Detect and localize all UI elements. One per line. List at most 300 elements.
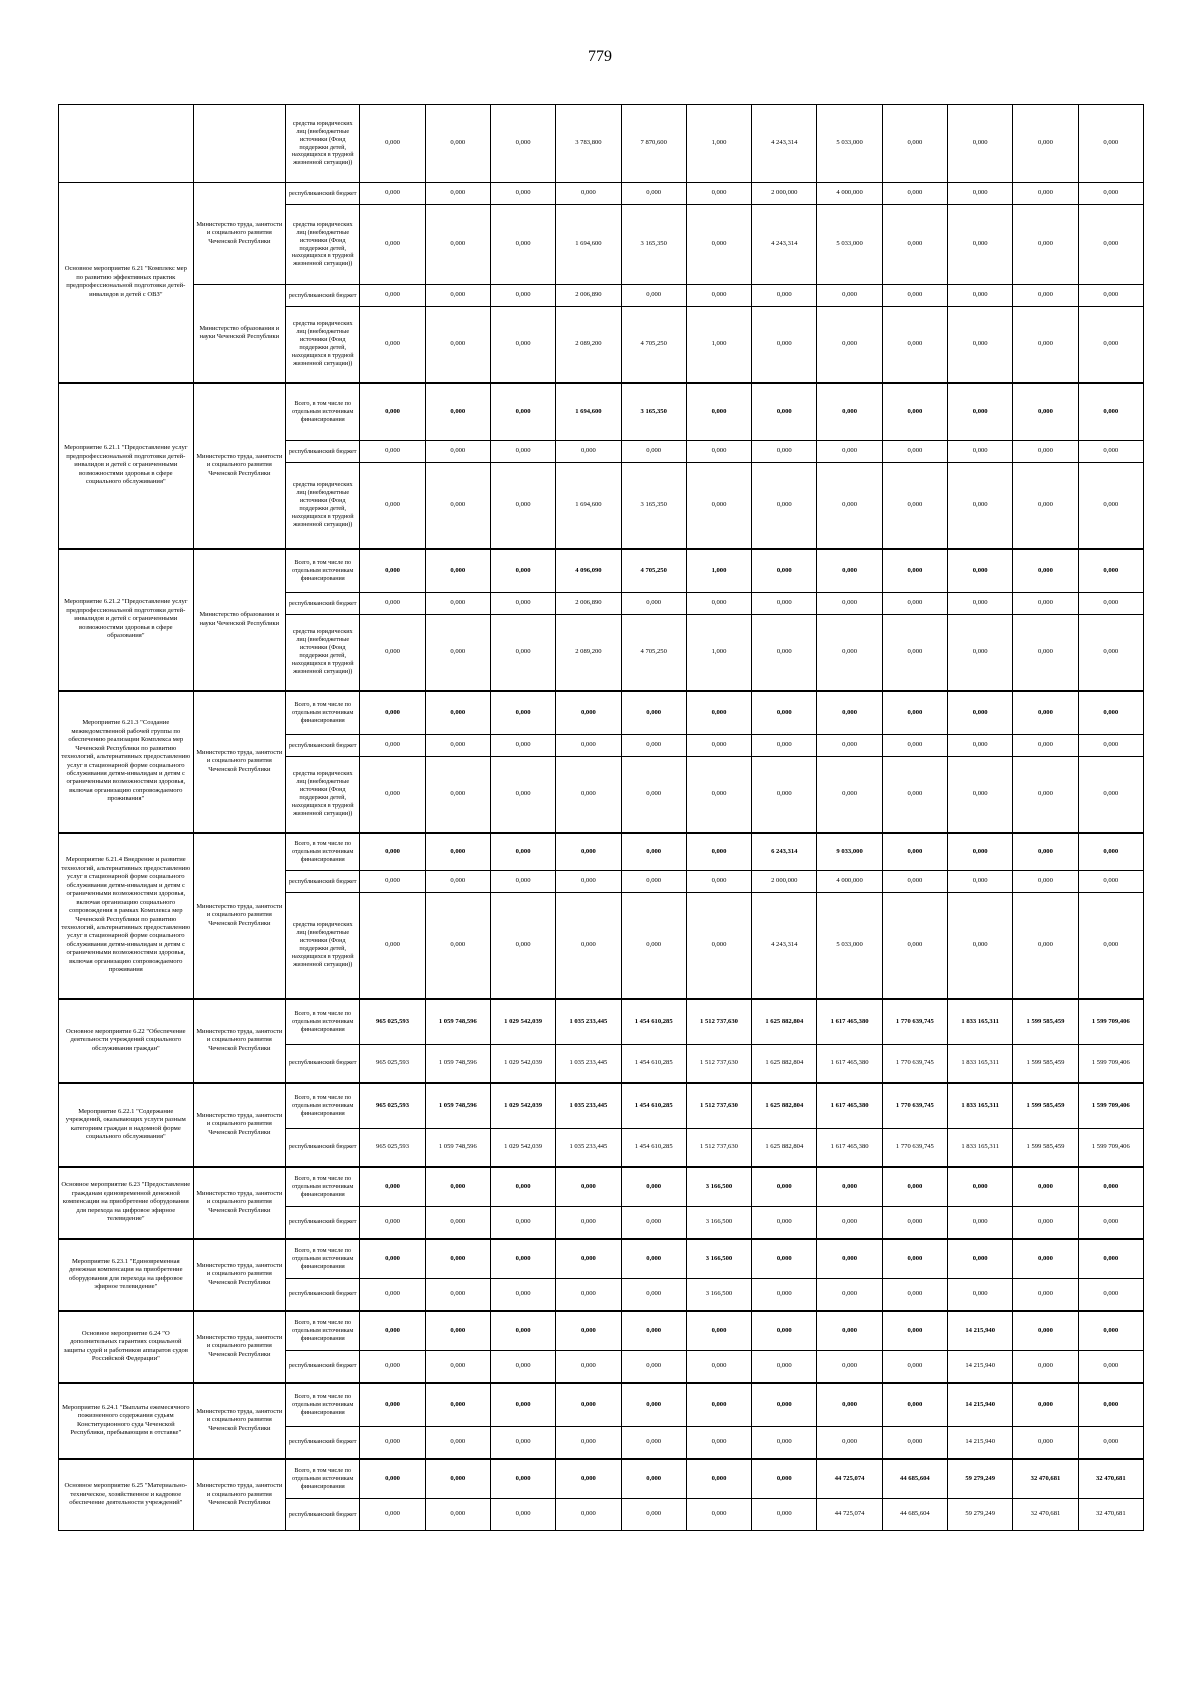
amount-cell: 0,000 bbox=[1013, 463, 1078, 549]
amount-cell: 0,000 bbox=[752, 1239, 817, 1279]
amount-cell: 0,000 bbox=[752, 691, 817, 735]
amount-cell: 0,000 bbox=[1078, 1167, 1143, 1207]
amount-cell: 1 599 709,406 bbox=[1078, 999, 1143, 1045]
amount-cell: 0,000 bbox=[425, 593, 490, 615]
amount-cell: 0,000 bbox=[360, 1279, 425, 1311]
executor-cell: Министерство труда, занятости и социального развития Чеченской Республики bbox=[193, 383, 285, 549]
amount-cell: 2 089,200 bbox=[556, 307, 621, 383]
amount-cell: 1 035 233,445 bbox=[556, 999, 621, 1045]
amount-cell: 3 166,500 bbox=[686, 1279, 751, 1311]
amount-cell: 5 033,000 bbox=[817, 205, 882, 285]
amount-cell: 0,000 bbox=[556, 691, 621, 735]
amount-cell: 0,000 bbox=[490, 1459, 555, 1499]
amount-cell: 0,000 bbox=[1013, 105, 1078, 183]
amount-cell: 0,000 bbox=[686, 833, 751, 871]
amount-cell: 0,000 bbox=[425, 183, 490, 205]
amount-cell: 0,000 bbox=[425, 1311, 490, 1351]
amount-cell: 0,000 bbox=[752, 1279, 817, 1311]
amount-cell: 0,000 bbox=[817, 735, 882, 757]
amount-cell: 0,000 bbox=[817, 1383, 882, 1427]
amount-cell: 1 599 585,459 bbox=[1013, 1045, 1078, 1083]
funding-source-cell: республиканский бюджет bbox=[286, 1427, 360, 1459]
amount-cell: 0,000 bbox=[621, 833, 686, 871]
amount-cell: 0,000 bbox=[882, 1207, 947, 1239]
amount-cell: 1,000 bbox=[686, 615, 751, 691]
amount-cell: 0,000 bbox=[556, 1383, 621, 1427]
amount-cell: 0,000 bbox=[621, 593, 686, 615]
funding-source-cell: средства юридических лиц (внебюджетные источники (Фонд поддержки детей, находящихся в трудной жизненной ситуации)) bbox=[286, 205, 360, 285]
amount-cell: 0,000 bbox=[1078, 549, 1143, 593]
amount-cell: 0,000 bbox=[1078, 757, 1143, 833]
amount-cell: 1 625 882,804 bbox=[752, 1083, 817, 1129]
amount-cell: 0,000 bbox=[882, 1279, 947, 1311]
amount-cell: 0,000 bbox=[752, 1207, 817, 1239]
amount-cell: 0,000 bbox=[1013, 285, 1078, 307]
funding-source-cell: Всего, в том числе по отдельным источникам финансирования bbox=[286, 833, 360, 871]
amount-cell: 0,000 bbox=[686, 441, 751, 463]
funding-source-cell: Всего, в том числе по отдельным источникам финансирования bbox=[286, 1239, 360, 1279]
amount-cell: 1 059 748,596 bbox=[425, 1045, 490, 1083]
amount-cell: 0,000 bbox=[490, 735, 555, 757]
amount-cell: 0,000 bbox=[882, 183, 947, 205]
amount-cell: 0,000 bbox=[752, 549, 817, 593]
amount-cell: 0,000 bbox=[490, 307, 555, 383]
activity-cell: Мероприятие 6.23.1 "Единовременная денежная компенсация на приобретение оборудования для перехода на цифровое эфирное телевидение" bbox=[59, 1239, 194, 1311]
amount-cell: 0,000 bbox=[621, 1239, 686, 1279]
amount-cell: 0,000 bbox=[556, 757, 621, 833]
amount-cell: 1 833 165,311 bbox=[948, 1129, 1013, 1167]
amount-cell: 1 599 585,459 bbox=[1013, 999, 1078, 1045]
amount-cell: 0,000 bbox=[621, 757, 686, 833]
amount-cell: 0,000 bbox=[556, 833, 621, 871]
amount-cell: 0,000 bbox=[686, 1499, 751, 1531]
amount-cell: 0,000 bbox=[425, 735, 490, 757]
amount-cell: 0,000 bbox=[1078, 893, 1143, 999]
amount-cell: 0,000 bbox=[1013, 205, 1078, 285]
amount-cell: 0,000 bbox=[817, 441, 882, 463]
activity-cell: Мероприятие 6.21.1 "Предоставление услуг предпрофессиональной подготовки детей-инвалидов и детей с ограниченными возможностями здоровья в сфере социального обслуживания" bbox=[59, 383, 194, 549]
funding-table bbox=[58, 104, 1144, 1531]
amount-cell: 0,000 bbox=[686, 183, 751, 205]
amount-cell: 1 059 748,596 bbox=[425, 1083, 490, 1129]
amount-cell: 1 035 233,445 bbox=[556, 1045, 621, 1083]
amount-cell: 1 454 610,285 bbox=[621, 1083, 686, 1129]
amount-cell: 1 694,600 bbox=[556, 205, 621, 285]
amount-cell: 0,000 bbox=[882, 1427, 947, 1459]
amount-cell: 0,000 bbox=[948, 205, 1013, 285]
amount-cell: 0,000 bbox=[425, 1207, 490, 1239]
amount-cell: 0,000 bbox=[752, 615, 817, 691]
amount-cell: 0,000 bbox=[686, 691, 751, 735]
amount-cell: 1 512 737,630 bbox=[686, 999, 751, 1045]
amount-cell: 0,000 bbox=[621, 1499, 686, 1531]
amount-cell: 0,000 bbox=[1078, 833, 1143, 871]
amount-cell: 0,000 bbox=[425, 1499, 490, 1531]
amount-cell: 1 617 465,380 bbox=[817, 1129, 882, 1167]
amount-cell: 0,000 bbox=[817, 1427, 882, 1459]
amount-cell: 0,000 bbox=[752, 307, 817, 383]
amount-cell: 0,000 bbox=[1078, 615, 1143, 691]
amount-cell: 0,000 bbox=[556, 1239, 621, 1279]
table-row bbox=[59, 549, 1144, 593]
amount-cell: 1 059 748,596 bbox=[425, 1129, 490, 1167]
amount-cell: 0,000 bbox=[882, 1383, 947, 1427]
table-row bbox=[59, 833, 1144, 871]
activity-cell: Основное мероприятие 6.21 "Комплекс мер по развитию эффективных практик предпрофессиональной подготовки детей-инвалидов и детей с ОВЗ" bbox=[59, 183, 194, 383]
amount-cell: 0,000 bbox=[490, 463, 555, 549]
amount-cell: 0,000 bbox=[686, 871, 751, 893]
amount-cell: 0,000 bbox=[621, 735, 686, 757]
amount-cell: 0,000 bbox=[556, 871, 621, 893]
table-row bbox=[59, 285, 1144, 307]
amount-cell: 0,000 bbox=[1013, 307, 1078, 383]
activity-cell: Основное мероприятие 6.25 "Материально-техническое, хозяйственное и кадровое обеспечение деятельности учреждений" bbox=[59, 1459, 194, 1531]
amount-cell: 0,000 bbox=[1013, 1207, 1078, 1239]
amount-cell: 14 215,940 bbox=[948, 1351, 1013, 1383]
amount-cell: 0,000 bbox=[752, 1351, 817, 1383]
amount-cell: 0,000 bbox=[1078, 691, 1143, 735]
amount-cell: 0,000 bbox=[817, 1207, 882, 1239]
funding-source-cell: Всего, в том числе по отдельным источникам финансирования bbox=[286, 1083, 360, 1129]
amount-cell: 0,000 bbox=[1013, 549, 1078, 593]
amount-cell: 0,000 bbox=[686, 205, 751, 285]
amount-cell: 6 243,314 bbox=[752, 833, 817, 871]
amount-cell: 0,000 bbox=[686, 285, 751, 307]
amount-cell: 32 470,681 bbox=[1013, 1459, 1078, 1499]
amount-cell: 0,000 bbox=[948, 833, 1013, 871]
amount-cell: 3 783,800 bbox=[556, 105, 621, 183]
amount-cell: 0,000 bbox=[360, 549, 425, 593]
amount-cell: 0,000 bbox=[360, 615, 425, 691]
amount-cell: 0,000 bbox=[360, 871, 425, 893]
amount-cell: 0,000 bbox=[360, 1167, 425, 1207]
amount-cell: 0,000 bbox=[360, 205, 425, 285]
amount-cell: 0,000 bbox=[686, 1311, 751, 1351]
amount-cell: 3 166,500 bbox=[686, 1239, 751, 1279]
amount-cell: 965 025,593 bbox=[360, 1129, 425, 1167]
activity-cell: Мероприятие 6.21.4 Внедрение и развитие технологий, альтернативных предоставлению услуг в стационарной форме социального обслуживания детям-инвалидам и детям с ограниченными возможностями здоровья, включая организацию социального сопровождения в рамках Комплекса мер Чеченской Республики по развитию технологий, альтернативных предоставлению услуг в стационарной форме социального обслуживания детям-инвалидам и детям с ограниченными возможностями здоровья, включая организацию сопровождаемого проживания bbox=[59, 833, 194, 999]
executor-cell: Министерство труда, занятости и социального развития Чеченской Республики bbox=[193, 833, 285, 999]
amount-cell: 0,000 bbox=[621, 1311, 686, 1351]
amount-cell: 0,000 bbox=[490, 383, 555, 441]
amount-cell: 0,000 bbox=[1013, 833, 1078, 871]
amount-cell: 1 599 585,459 bbox=[1013, 1129, 1078, 1167]
amount-cell: 1 770 639,745 bbox=[882, 999, 947, 1045]
amount-cell: 0,000 bbox=[360, 105, 425, 183]
amount-cell: 0,000 bbox=[686, 757, 751, 833]
amount-cell: 1 617 465,380 bbox=[817, 1045, 882, 1083]
table-row bbox=[59, 183, 1144, 205]
amount-cell: 32 470,681 bbox=[1078, 1499, 1143, 1531]
funding-source-cell: Всего, в том числе по отдельным источникам финансирования bbox=[286, 691, 360, 735]
funding-source-cell: средства юридических лиц (внебюджетные источники (Фонд поддержки детей, находящихся в трудной жизненной ситуации)) bbox=[286, 615, 360, 691]
amount-cell: 0,000 bbox=[1013, 615, 1078, 691]
amount-cell: 0,000 bbox=[425, 205, 490, 285]
amount-cell: 0,000 bbox=[490, 1167, 555, 1207]
amount-cell: 44 725,074 bbox=[817, 1459, 882, 1499]
executor-cell: Министерство образования и науки Чеченской Республики bbox=[193, 549, 285, 691]
amount-cell: 0,000 bbox=[1078, 183, 1143, 205]
amount-cell: 0,000 bbox=[621, 1459, 686, 1499]
amount-cell: 0,000 bbox=[817, 691, 882, 735]
amount-cell: 0,000 bbox=[360, 757, 425, 833]
amount-cell: 0,000 bbox=[882, 285, 947, 307]
activity-cell: Мероприятие 6.21.3 "Создание межведомственной рабочей группы по обеспечению реализации Комплекса мер Чеченской Республики по развитию технологий, альтернативных предоставлению услуг в стационарной форме социального обслуживания детям-инвалидам и детям с ограниченными возможностями здоровья, включая организацию сопровождаемого проживания" bbox=[59, 691, 194, 833]
amount-cell: 0,000 bbox=[360, 1383, 425, 1427]
amount-cell: 0,000 bbox=[360, 833, 425, 871]
amount-cell: 0,000 bbox=[490, 1351, 555, 1383]
amount-cell: 0,000 bbox=[1078, 383, 1143, 441]
amount-cell: 0,000 bbox=[1078, 593, 1143, 615]
amount-cell: 0,000 bbox=[621, 1279, 686, 1311]
amount-cell: 0,000 bbox=[948, 757, 1013, 833]
amount-cell: 2 006,890 bbox=[556, 593, 621, 615]
amount-cell: 0,000 bbox=[360, 463, 425, 549]
amount-cell: 0,000 bbox=[882, 1239, 947, 1279]
amount-cell: 0,000 bbox=[948, 1207, 1013, 1239]
amount-cell: 0,000 bbox=[686, 463, 751, 549]
table-row bbox=[59, 1239, 1144, 1279]
amount-cell: 0,000 bbox=[360, 1207, 425, 1239]
amount-cell: 0,000 bbox=[882, 383, 947, 441]
amount-cell: 0,000 bbox=[425, 691, 490, 735]
amount-cell: 0,000 bbox=[425, 893, 490, 999]
amount-cell: 0,000 bbox=[1013, 1167, 1078, 1207]
amount-cell: 0,000 bbox=[490, 105, 555, 183]
executor-cell: Министерство труда, занятости и социального развития Чеченской Республики bbox=[193, 691, 285, 833]
amount-cell: 0,000 bbox=[490, 691, 555, 735]
amount-cell: 0,000 bbox=[948, 893, 1013, 999]
amount-cell: 0,000 bbox=[686, 593, 751, 615]
amount-cell: 0,000 bbox=[882, 833, 947, 871]
amount-cell: 1 833 165,311 bbox=[948, 1083, 1013, 1129]
amount-cell: 2 006,890 bbox=[556, 285, 621, 307]
amount-cell: 0,000 bbox=[360, 593, 425, 615]
amount-cell: 0,000 bbox=[490, 615, 555, 691]
amount-cell: 0,000 bbox=[360, 893, 425, 999]
table-row bbox=[59, 1459, 1144, 1499]
amount-cell: 0,000 bbox=[1078, 205, 1143, 285]
amount-cell: 1 599 709,406 bbox=[1078, 1083, 1143, 1129]
amount-cell: 0,000 bbox=[1078, 1279, 1143, 1311]
executor-cell: Министерство труда, занятости и социального развития Чеченской Республики bbox=[193, 1239, 285, 1311]
amount-cell: 0,000 bbox=[490, 1427, 555, 1459]
amount-cell: 0,000 bbox=[817, 383, 882, 441]
amount-cell: 0,000 bbox=[556, 183, 621, 205]
funding-source-cell: республиканский бюджет bbox=[286, 1129, 360, 1167]
amount-cell: 0,000 bbox=[490, 593, 555, 615]
amount-cell: 0,000 bbox=[1078, 1311, 1143, 1351]
table-row bbox=[59, 1383, 1144, 1427]
amount-cell: 1 770 639,745 bbox=[882, 1129, 947, 1167]
amount-cell: 0,000 bbox=[948, 383, 1013, 441]
amount-cell: 0,000 bbox=[752, 383, 817, 441]
amount-cell: 0,000 bbox=[882, 735, 947, 757]
amount-cell: 0,000 bbox=[621, 871, 686, 893]
amount-cell: 1,000 bbox=[686, 307, 751, 383]
amount-cell: 0,000 bbox=[752, 735, 817, 757]
executor-cell bbox=[193, 105, 285, 183]
activity-cell: Основное мероприятие 6.22 "Обеспечение деятельности учреждений социального обслуживания граждан" bbox=[59, 999, 194, 1083]
amount-cell: 0,000 bbox=[882, 1311, 947, 1351]
amount-cell: 1 454 610,285 bbox=[621, 1129, 686, 1167]
amount-cell: 7 870,600 bbox=[621, 105, 686, 183]
amount-cell: 0,000 bbox=[948, 691, 1013, 735]
amount-cell: 14 215,940 bbox=[948, 1383, 1013, 1427]
amount-cell: 0,000 bbox=[1013, 383, 1078, 441]
funding-source-cell: Всего, в том числе по отдельным источникам финансирования bbox=[286, 1383, 360, 1427]
amount-cell: 44 725,074 bbox=[817, 1499, 882, 1531]
amount-cell: 1 833 165,311 bbox=[948, 999, 1013, 1045]
amount-cell: 1,000 bbox=[686, 549, 751, 593]
amount-cell: 0,000 bbox=[817, 307, 882, 383]
amount-cell: 0,000 bbox=[360, 1459, 425, 1499]
amount-cell: 0,000 bbox=[425, 383, 490, 441]
amount-cell: 0,000 bbox=[948, 307, 1013, 383]
amount-cell: 0,000 bbox=[490, 871, 555, 893]
amount-cell: 0,000 bbox=[1078, 1427, 1143, 1459]
amount-cell: 0,000 bbox=[752, 1427, 817, 1459]
amount-cell: 1 454 610,285 bbox=[621, 1045, 686, 1083]
amount-cell: 0,000 bbox=[556, 441, 621, 463]
amount-cell: 0,000 bbox=[1013, 691, 1078, 735]
funding-source-cell: средства юридических лиц (внебюджетные источники (Фонд поддержки детей, находящихся в трудной жизненной ситуации)) bbox=[286, 893, 360, 999]
amount-cell: 0,000 bbox=[425, 757, 490, 833]
amount-cell: 0,000 bbox=[817, 549, 882, 593]
funding-source-cell: Всего, в том числе по отдельным источникам финансирования bbox=[286, 999, 360, 1045]
amount-cell: 2 089,200 bbox=[556, 615, 621, 691]
table-row bbox=[59, 1083, 1144, 1129]
amount-cell: 2 000,000 bbox=[752, 183, 817, 205]
activity-cell bbox=[59, 105, 194, 183]
table-row bbox=[59, 1167, 1144, 1207]
activity-cell: Мероприятие 6.24.1 "Выплаты ежемесячного пожизненного содержания судьям Конституционного суда Чеченской Республики, пребывающим в отставке" bbox=[59, 1383, 194, 1459]
amount-cell: 0,000 bbox=[490, 549, 555, 593]
executor-cell: Министерство труда, занятости и социального развития Чеченской Республики bbox=[193, 1383, 285, 1459]
amount-cell: 0,000 bbox=[490, 1499, 555, 1531]
amount-cell: 3 165,350 bbox=[621, 383, 686, 441]
amount-cell: 0,000 bbox=[490, 833, 555, 871]
amount-cell: 0,000 bbox=[752, 757, 817, 833]
amount-cell: 0,000 bbox=[1078, 1383, 1143, 1427]
amount-cell: 0,000 bbox=[882, 307, 947, 383]
amount-cell: 0,000 bbox=[621, 1207, 686, 1239]
amount-cell: 0,000 bbox=[817, 1239, 882, 1279]
amount-cell: 0,000 bbox=[490, 893, 555, 999]
amount-cell: 0,000 bbox=[556, 1167, 621, 1207]
amount-cell: 0,000 bbox=[752, 1167, 817, 1207]
activity-cell: Основное мероприятие 6.23 "Предоставление гражданам единовременной денежной компенсации на приобретение оборудования для перехода на цифровое эфирное телевидение" bbox=[59, 1167, 194, 1239]
amount-cell: 0,000 bbox=[1013, 1239, 1078, 1279]
amount-cell: 0,000 bbox=[817, 285, 882, 307]
amount-cell: 0,000 bbox=[1013, 1279, 1078, 1311]
amount-cell: 0,000 bbox=[1078, 285, 1143, 307]
amount-cell: 0,000 bbox=[425, 871, 490, 893]
amount-cell: 0,000 bbox=[1078, 871, 1143, 893]
table-row bbox=[59, 105, 1144, 183]
amount-cell: 0,000 bbox=[425, 1351, 490, 1383]
amount-cell: 0,000 bbox=[490, 1207, 555, 1239]
amount-cell: 965 025,593 bbox=[360, 1083, 425, 1129]
executor-cell: Министерство труда, занятости и социального развития Чеченской Республики bbox=[193, 1311, 285, 1383]
amount-cell: 0,000 bbox=[360, 1427, 425, 1459]
page-number: 779 bbox=[588, 48, 612, 65]
amount-cell: 32 470,681 bbox=[1013, 1499, 1078, 1531]
amount-cell: 0,000 bbox=[882, 205, 947, 285]
amount-cell: 1 059 748,596 bbox=[425, 999, 490, 1045]
amount-cell: 0,000 bbox=[1078, 105, 1143, 183]
amount-cell: 0,000 bbox=[360, 183, 425, 205]
amount-cell: 1 035 233,445 bbox=[556, 1083, 621, 1129]
amount-cell: 1 029 542,039 bbox=[490, 1083, 555, 1129]
amount-cell: 0,000 bbox=[425, 307, 490, 383]
amount-cell: 1 833 165,311 bbox=[948, 1045, 1013, 1083]
amount-cell: 0,000 bbox=[948, 463, 1013, 549]
funding-source-cell: республиканский бюджет bbox=[286, 1045, 360, 1083]
amount-cell: 4 000,000 bbox=[817, 871, 882, 893]
amount-cell: 0,000 bbox=[1013, 1311, 1078, 1351]
funding-source-cell: средства юридических лиц (внебюджетные источники (Фонд поддержки детей, находящихся в трудной жизненной ситуации)) bbox=[286, 307, 360, 383]
executor-cell: Министерство труда, занятости и социального развития Чеченской Республики bbox=[193, 1167, 285, 1239]
amount-cell: 0,000 bbox=[621, 1351, 686, 1383]
amount-cell: 0,000 bbox=[948, 1279, 1013, 1311]
amount-cell: 0,000 bbox=[1078, 463, 1143, 549]
amount-cell: 1 029 542,039 bbox=[490, 999, 555, 1045]
amount-cell: 0,000 bbox=[1078, 1239, 1143, 1279]
amount-cell: 0,000 bbox=[425, 463, 490, 549]
amount-cell: 0,000 bbox=[752, 1383, 817, 1427]
amount-cell: 0,000 bbox=[425, 1167, 490, 1207]
amount-cell: 0,000 bbox=[752, 285, 817, 307]
amount-cell: 0,000 bbox=[686, 1459, 751, 1499]
amount-cell: 0,000 bbox=[948, 1167, 1013, 1207]
amount-cell: 0,000 bbox=[425, 1427, 490, 1459]
amount-cell: 0,000 bbox=[752, 1499, 817, 1531]
amount-cell: 0,000 bbox=[1013, 441, 1078, 463]
amount-cell: 0,000 bbox=[1013, 893, 1078, 999]
amount-cell: 44 685,604 bbox=[882, 1499, 947, 1531]
funding-source-cell: республиканский бюджет bbox=[286, 593, 360, 615]
amount-cell: 44 685,604 bbox=[882, 1459, 947, 1499]
amount-cell: 1 625 882,804 bbox=[752, 1045, 817, 1083]
amount-cell: 0,000 bbox=[490, 1383, 555, 1427]
amount-cell: 0,000 bbox=[948, 549, 1013, 593]
amount-cell: 0,000 bbox=[686, 1427, 751, 1459]
amount-cell: 0,000 bbox=[752, 463, 817, 549]
activity-cell: Основное мероприятие 6.24 "О дополнительных гарантиях социальной защиты судей и работников аппаратов судов Российской Федерации" bbox=[59, 1311, 194, 1383]
amount-cell: 3 165,350 bbox=[621, 463, 686, 549]
funding-source-cell: Всего, в том числе по отдельным источникам финансирования bbox=[286, 1311, 360, 1351]
amount-cell: 0,000 bbox=[752, 1459, 817, 1499]
amount-cell: 1 599 709,406 bbox=[1078, 1129, 1143, 1167]
amount-cell: 0,000 bbox=[360, 1239, 425, 1279]
amount-cell: 0,000 bbox=[752, 1311, 817, 1351]
amount-cell: 0,000 bbox=[360, 383, 425, 441]
amount-cell: 0,000 bbox=[882, 463, 947, 549]
amount-cell: 965 025,593 bbox=[360, 999, 425, 1045]
amount-cell: 0,000 bbox=[817, 1351, 882, 1383]
amount-cell: 0,000 bbox=[817, 757, 882, 833]
amount-cell: 0,000 bbox=[752, 593, 817, 615]
amount-cell: 0,000 bbox=[948, 105, 1013, 183]
amount-cell: 0,000 bbox=[425, 285, 490, 307]
amount-cell: 0,000 bbox=[817, 615, 882, 691]
amount-cell: 0,000 bbox=[621, 893, 686, 999]
funding-source-cell: Всего, в том числе по отдельным источникам финансирования bbox=[286, 1459, 360, 1499]
executor-cell: Министерство труда, занятости и социального развития Чеченской Республики bbox=[193, 999, 285, 1083]
amount-cell: 0,000 bbox=[1013, 1351, 1078, 1383]
funding-source-cell: республиканский бюджет bbox=[286, 441, 360, 463]
